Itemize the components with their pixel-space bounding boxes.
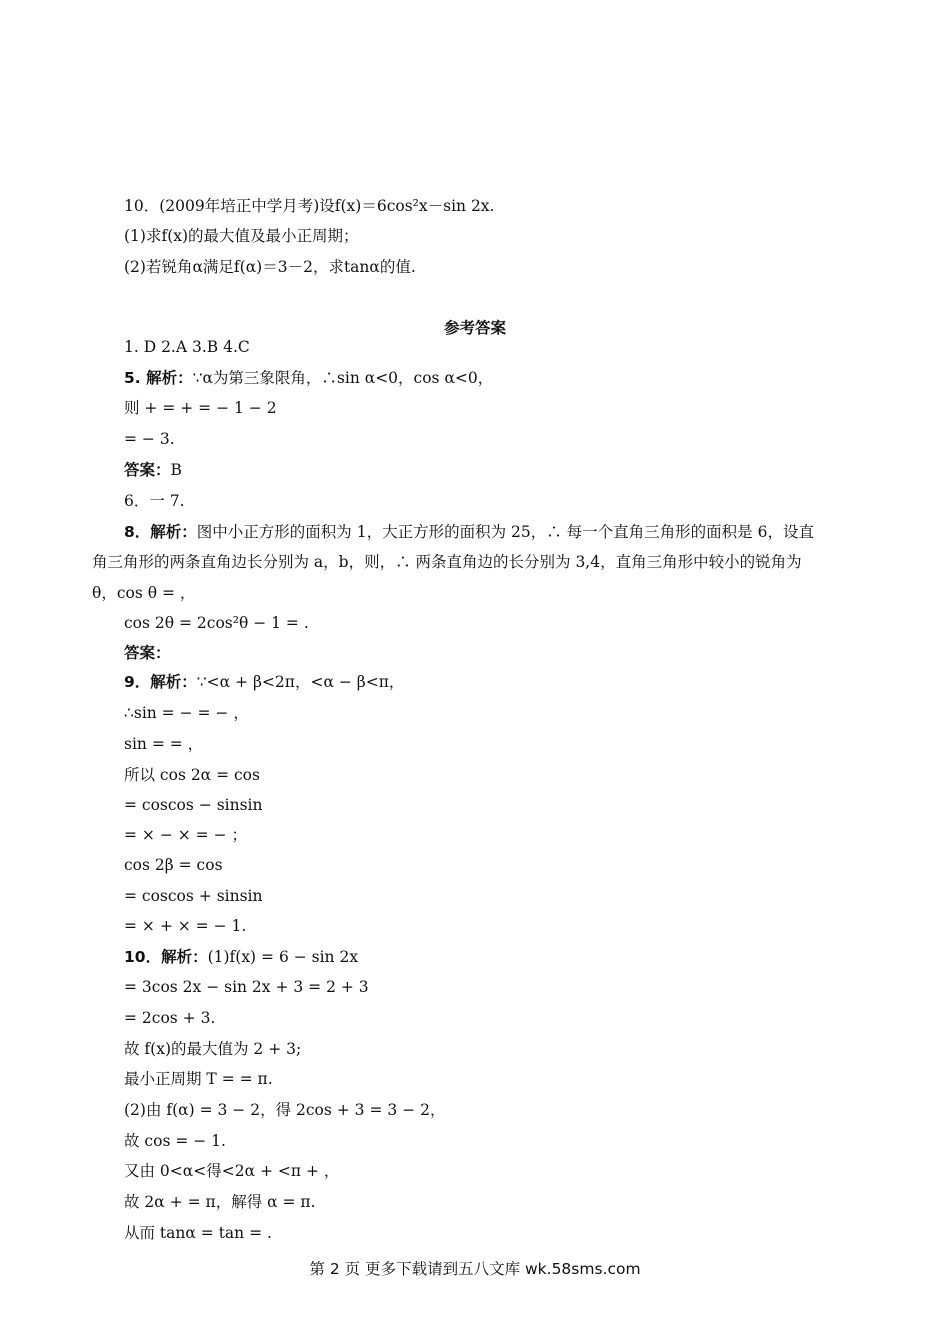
answer-text: sin = = ，: [124, 735, 204, 753]
answer-line: [124, 916, 246, 936]
answer-text: = − 3.: [124, 430, 175, 448]
answer-label: 答案：: [124, 644, 171, 662]
answer-text: = 2cos + 3.: [124, 1009, 216, 1027]
answer-text: ∵α为第三象限角，∴sin α<0，cos α<0，: [192, 369, 494, 387]
question-10-part-2: (2)若锐角α满足f(α)＝3－2，求tanα的值.: [124, 258, 416, 276]
question-10-stem: 10．(2009年培正中学月考)设f(x)＝6cos²x－sin 2x.: [124, 197, 495, 215]
answer-text: 故 2α + = π，解得 α = π.: [124, 1193, 316, 1211]
answer-line: [92, 552, 802, 572]
answer-text: B: [170, 461, 182, 479]
answer-text: 从而 tanα = tan = .: [124, 1224, 272, 1242]
answer-text: 又由 0<α<得<2α + <π + ，: [124, 1162, 340, 1180]
answer-text: 所以 cos 2α = cos: [124, 766, 260, 784]
answer-text: = coscos + sinsin: [124, 887, 263, 905]
answer-text: 最小正周期 T = = π.: [124, 1070, 273, 1088]
answer-text: ∵<α + β<2π，<α − β<π，: [196, 673, 405, 691]
answer-line: [124, 1100, 445, 1120]
answer-text: 故 f(x)的最大值为 2 + 3;: [124, 1040, 302, 1058]
answer-line: [124, 795, 262, 815]
answer-text: = × + × = − 1.: [124, 917, 247, 935]
answer-line: [124, 1069, 273, 1089]
answer-text: θ，cos θ = ，: [92, 584, 196, 602]
answer-label: 10．解析：: [124, 948, 208, 966]
answers-title: 参考答案: [443, 319, 506, 337]
answer-line: [92, 583, 195, 603]
answer-line: [124, 1161, 339, 1181]
answer-line: [124, 1131, 226, 1151]
answer-text: = coscos − sinsin: [124, 796, 263, 814]
answer-text: = × − × = − ；: [124, 826, 247, 844]
answer-line: [124, 368, 493, 388]
answer-text: cos 2β = cos: [124, 856, 223, 874]
answer-text: = 3cos 2x − sin 2x + 3 = 2 + 3: [124, 978, 369, 996]
answer-line: [124, 734, 203, 754]
answer-line: [124, 672, 404, 692]
answer-line: [124, 765, 260, 785]
answer-line: [124, 1223, 272, 1243]
answer-text: 则 + = + = − 1 − 2: [124, 399, 277, 417]
answer-line: [124, 947, 358, 967]
answer-line: [124, 643, 171, 663]
answer-line: [124, 429, 175, 449]
answer-text: ∴sin = − = − ，: [124, 704, 249, 722]
page-footer: 第 2 页 更多下载请到五八文库 wk.58sms.com: [309, 1260, 641, 1278]
answer-text: (2)由 f(α) = 3 − 2，得 2cos + 3 = 3 − 2，: [124, 1101, 446, 1119]
answer-line: [124, 1192, 316, 1212]
answer-line: [124, 855, 223, 875]
answer-label: 5. 解析：: [124, 369, 193, 387]
answer-label: 答案：: [124, 461, 171, 479]
answer-line: [124, 1008, 215, 1028]
answer-line: [124, 886, 262, 906]
answer-label: 8．解析：: [124, 523, 197, 541]
answer-line: [124, 337, 250, 357]
answer-line: [124, 703, 249, 723]
answer-text: (1)f(x) = 6 − sin 2x: [207, 948, 359, 966]
answer-line: [124, 825, 247, 845]
answer-text: 1. D 2.A 3.B 4.C: [124, 338, 250, 356]
answer-line: [124, 613, 309, 633]
answer-line: [124, 398, 277, 418]
answer-line: [124, 522, 814, 542]
answer-text: 角三角形的两条直角边长分别为 a，b，则，∴ 两条直角边的长分别为 3,4，直角三角形中较小的锐角为: [92, 553, 802, 571]
answer-line: [124, 491, 185, 511]
question-10-part-1: (1)求f(x)的最大值及最小正周期；: [124, 227, 359, 245]
answer-text: 6．一 7.: [124, 492, 185, 510]
answer-text: 故 cos = − 1.: [124, 1132, 226, 1150]
answer-line: [124, 1039, 301, 1059]
answer-line: [124, 977, 369, 997]
answer-line: [124, 460, 182, 480]
answer-text: 图中小正方形的面积为 1，大正方形的面积为 25，∴ 每一个直角三角形的面积是 6，设直: [196, 523, 814, 541]
answer-text: cos 2θ = 2cos²θ − 1 = .: [124, 614, 309, 632]
answer-label: 9．解析：: [124, 673, 197, 691]
